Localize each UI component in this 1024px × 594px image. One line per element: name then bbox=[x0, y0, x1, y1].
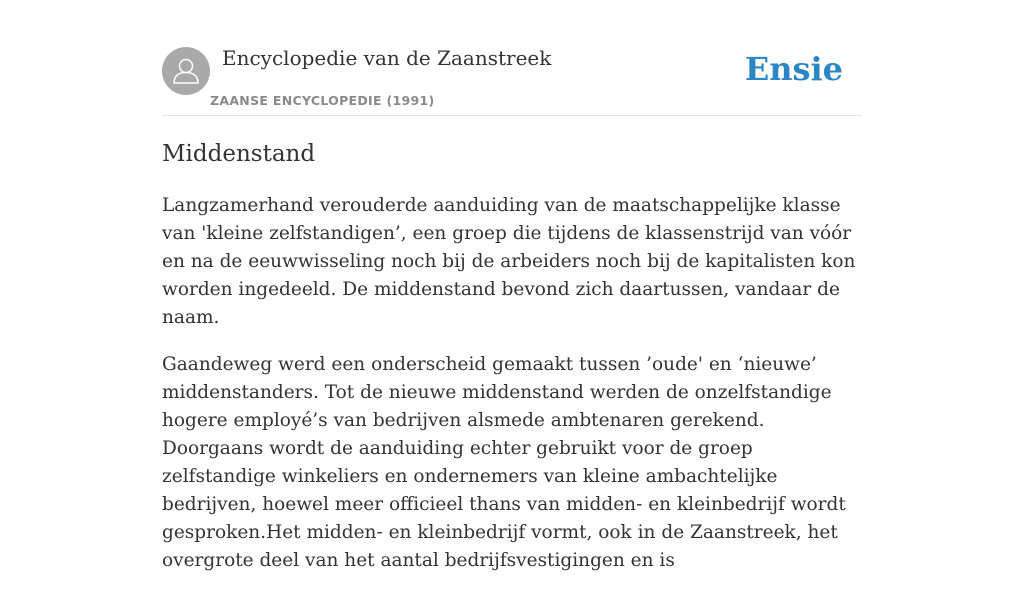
source-subtitle: ZAANSE ENCYCLOPEDIE (1991) bbox=[210, 93, 435, 108]
ensie-logo[interactable]: Ensie bbox=[744, 50, 843, 88]
header bbox=[162, 0, 862, 116]
article-paragraph: Langzamerhand verouderde aanduiding van de maatschappelijke klasse van 'kleine zelfstandigen’, een groep die tijdens de klassenstrijd van vóór en na de eeuwwisseling noch bij de arbeiders noch bij de kapitalisten kon worden ingedeeld. De middenstand bevond zich daartussen, vandaar de naam. bbox=[162, 195, 856, 328]
article-paragraph: Gaandeweg werd een onderscheid gemaakt tussen ’oude' en ‘nieuwe’ middenstanders. Tot de nieuwe middenstand werden de onzelfstandige hogere employé’s van bedrijven alsmede ambtenaren gerekend. Doorgaans wordt de aanduiding echter gebruikt voor de groep zelfstandige winkeliers en ondernemers van kleine ambachtelijke bedrijven, hoewel meer officieel thans van midden- en kleinbedrijf wordt gesproken.Het midden- en kleinbedrijf vormt, ook in de Zaanstreek, het overgrote deel van het aantal bedrijfsvestigingen en is bbox=[162, 354, 846, 571]
avatar[interactable] bbox=[162, 47, 210, 95]
article-body bbox=[162, 192, 862, 594]
article-title: Middenstand bbox=[162, 141, 316, 167]
source-title[interactable]: Encyclopedie van de Zaanstreek bbox=[222, 46, 552, 70]
user-icon bbox=[162, 47, 210, 95]
